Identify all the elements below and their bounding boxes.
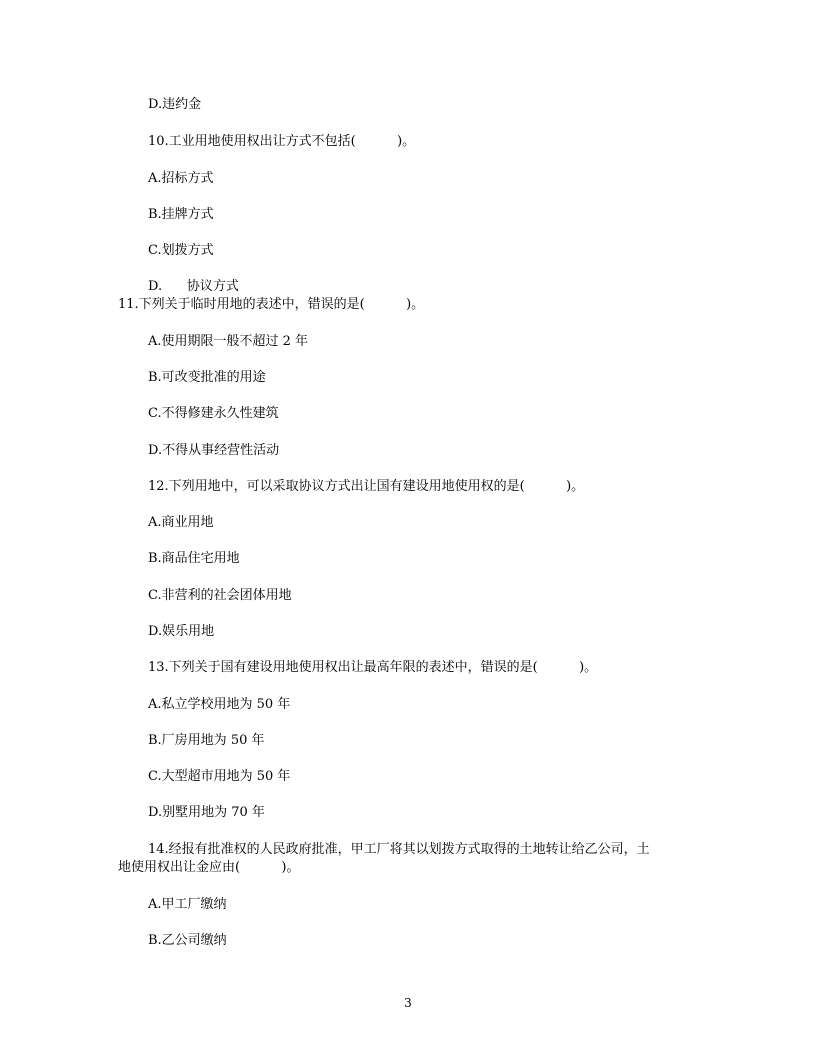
option-c-q12: C.非营利的社会团体用地: [148, 588, 292, 603]
option-c-q13: C.大型超市用地为 50 年: [148, 769, 291, 784]
option-b-q10: B.挂牌方式: [148, 207, 214, 222]
option-a-q10: A.招标方式: [148, 171, 214, 186]
question-13: 13.下列关于国有建设用地使用权出让最高年限的表述中，错误的是( )。: [148, 660, 598, 675]
page-number: 3: [404, 996, 412, 1010]
option-d-q12: D.娱乐用地: [148, 624, 215, 639]
question-12: 12.下列用地中，可以采取协议方式出让国有建设用地使用权的是( )。: [148, 479, 585, 494]
option-b-q13: B.厂房用地为 50 年: [148, 733, 265, 748]
option-c-q10: C.划拨方式: [148, 243, 214, 258]
option-d-q9: D.违约金: [148, 97, 202, 112]
option-b-q11: B.可改变批准的用途: [148, 370, 266, 385]
option-d-q11: D.不得从事经营性活动: [148, 443, 280, 458]
option-d-q13: D.别墅用地为 70 年: [148, 805, 265, 820]
question-11: 11.下列关于临时用地的表述中，错误的是( )。: [118, 297, 425, 312]
option-a-q11: A.使用期限一般不超过 2 年: [148, 334, 309, 349]
option-d-q10: D. 协议方式: [148, 279, 239, 294]
option-c-q11: C.不得修建永久性建筑: [148, 406, 279, 421]
option-b-q14: B.乙公司缴纳: [148, 933, 227, 948]
option-a-q12: A.商业用地: [148, 515, 214, 530]
option-a-q14: A.甲工厂缴纳: [148, 897, 227, 912]
option-a-q13: A.私立学校用地为 50 年: [148, 697, 291, 712]
question-14-line-1: 14.经报有批准权的人民政府批准，甲工厂将其以划拨方式取得的土地转让给乙公司，土: [148, 842, 650, 857]
option-b-q12: B.商品住宅用地: [148, 551, 240, 566]
question-14-line-2: 地使用权出让金应由( )。: [118, 860, 300, 875]
question-10: 10.工业用地使用权出让方式不包括( )。: [148, 134, 416, 149]
